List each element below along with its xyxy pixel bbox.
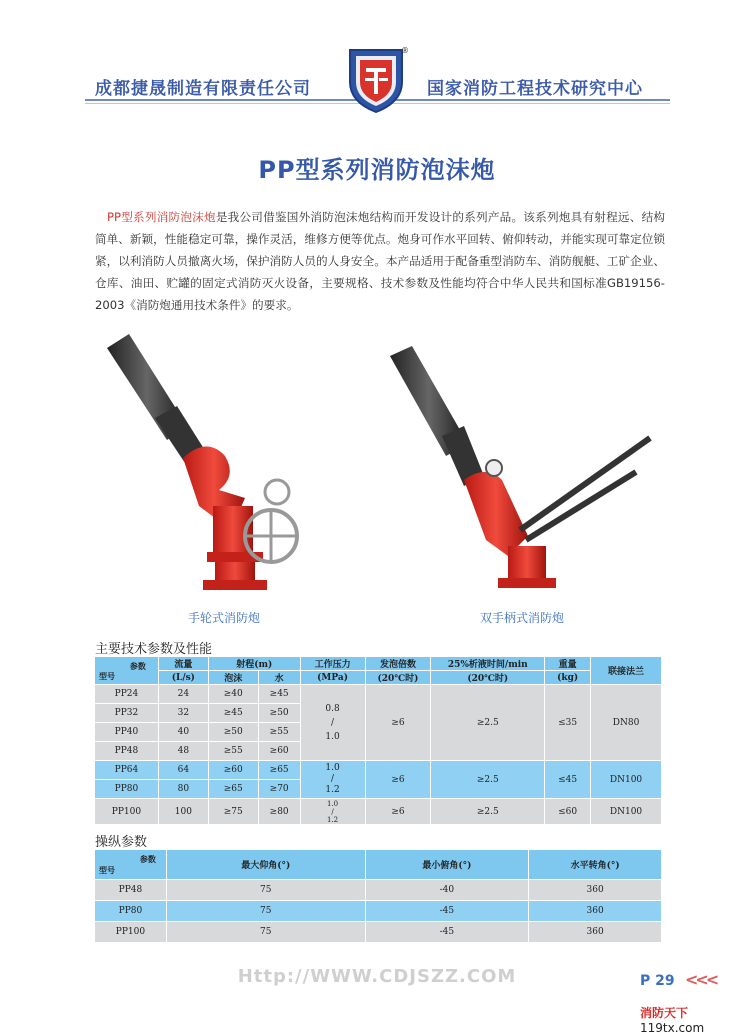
horizontal-rotation-header: 水平转角(°) [529,850,662,880]
handwheel-monitor-image [95,330,315,600]
water-header: 水 [258,671,300,685]
page-title: PP型系列消防泡沫炮 [258,156,496,184]
weight-header: 重量 [545,657,591,671]
pressure-header: 工作压力 [300,657,365,671]
company-logo-icon [346,46,406,114]
double-handle-monitor-image [380,340,670,600]
table-row: PP24 24 ≥40 ≥45 0.8 / 1.0 ≥6 ≥2.5 ≤35 DN80 [95,685,662,704]
pressure-unit: (MPa) [300,671,365,685]
page-arrows-icon: <<< [685,970,717,989]
ratio-unit: (20℃时) [365,671,431,685]
flange-header: 联接法兰 [591,657,662,685]
corner-header: 参数 型号 [95,657,159,685]
weight-unit: (kg) [545,671,591,685]
foam-header: 泡沫 [208,671,258,685]
website-url: Http://WWW.CDJSZZ.COM [237,966,517,987]
flow-header: 流量 [158,657,208,671]
pressure-cell: 0.8 / 1.0 [300,685,365,761]
table-row: PP64 64 ≥60 ≥65 1.0 / 1.2 ≥6 ≥2.5 ≤45 DN100 [95,761,662,780]
research-center-name: 国家消防工程技术研究中心 [427,79,643,99]
range-header: 射程(m) [208,657,300,671]
handwheel-monitor-caption: 手轮式消防炮 [188,611,261,625]
table-row: PP32 32 ≥45 ≥50 [95,704,662,723]
page-number: P 29 [640,973,675,989]
registered-mark: ® [401,46,409,55]
table-row: PP100 100 ≥75 ≥80 1.0 / 1.2 ≥6 ≥2.5 ≤60 DN100 [95,799,662,825]
pressure-cell: 1.0 / 1.2 [300,761,365,799]
table-row: PP40 40 ≥50 ≥55 [95,723,662,742]
drain-header: 25%析液时间/min [431,657,545,671]
table-row: PP80 75 -45 360 [95,901,662,922]
control-params-title: 操纵参数 [95,835,148,850]
flow-unit: (L/s) [158,671,208,685]
table-row: PP100 75 -45 360 [95,922,662,943]
ratio-header: 发泡倍数 [365,657,431,671]
watermark: 消防天下 119tx.com [640,1006,705,1035]
tech-params-table [94,656,662,825]
intro-highlight: PP型系列消防泡沫炮 [107,210,216,224]
min-depression-header: 最小俯角(°) [365,850,529,880]
corner-header: 参数 型号 [95,850,167,880]
double-handle-monitor-caption: 双手柄式消防炮 [480,611,565,625]
max-elevation-header: 最大仰角(°) [166,850,365,880]
pressure-cell: 1.0 / 1.2 [300,799,365,825]
company-name: 成都捷晟制造有限责任公司 [95,79,311,99]
drain-unit: (20℃时) [431,671,545,685]
tech-params-title: 主要技术参数及性能 [95,642,213,657]
table-row: PP80 80 ≥65 ≥70 [95,780,662,799]
table-row: PP48 75 -40 360 [95,880,662,901]
control-params-table [94,849,662,943]
intro-text: 是我公司借鉴国外消防泡沫炮结构而开发设计的系列产品。该系列炮具有射程远、结构简单、新颖，性能稳定可靠，操作灵活，维修方便等优点。炮身可作水平回转、俯仰转动，并能实现可靠定位锁紧，以利消防人员撤离火场，保护消防人员的人身安全。本产品适用于配备重型消防车、消防舰艇、工矿企业、仓库、油田、贮罐的固定式消防灭火设备，主要规格、技术参数及性能均符合中华人民共和国标准GB19156-2003《消防炮通用技术条件》的要求。 [95,210,665,312]
table-row: PP48 48 ≥55 ≥60 [95,742,662,761]
intro-paragraph [95,206,665,316]
